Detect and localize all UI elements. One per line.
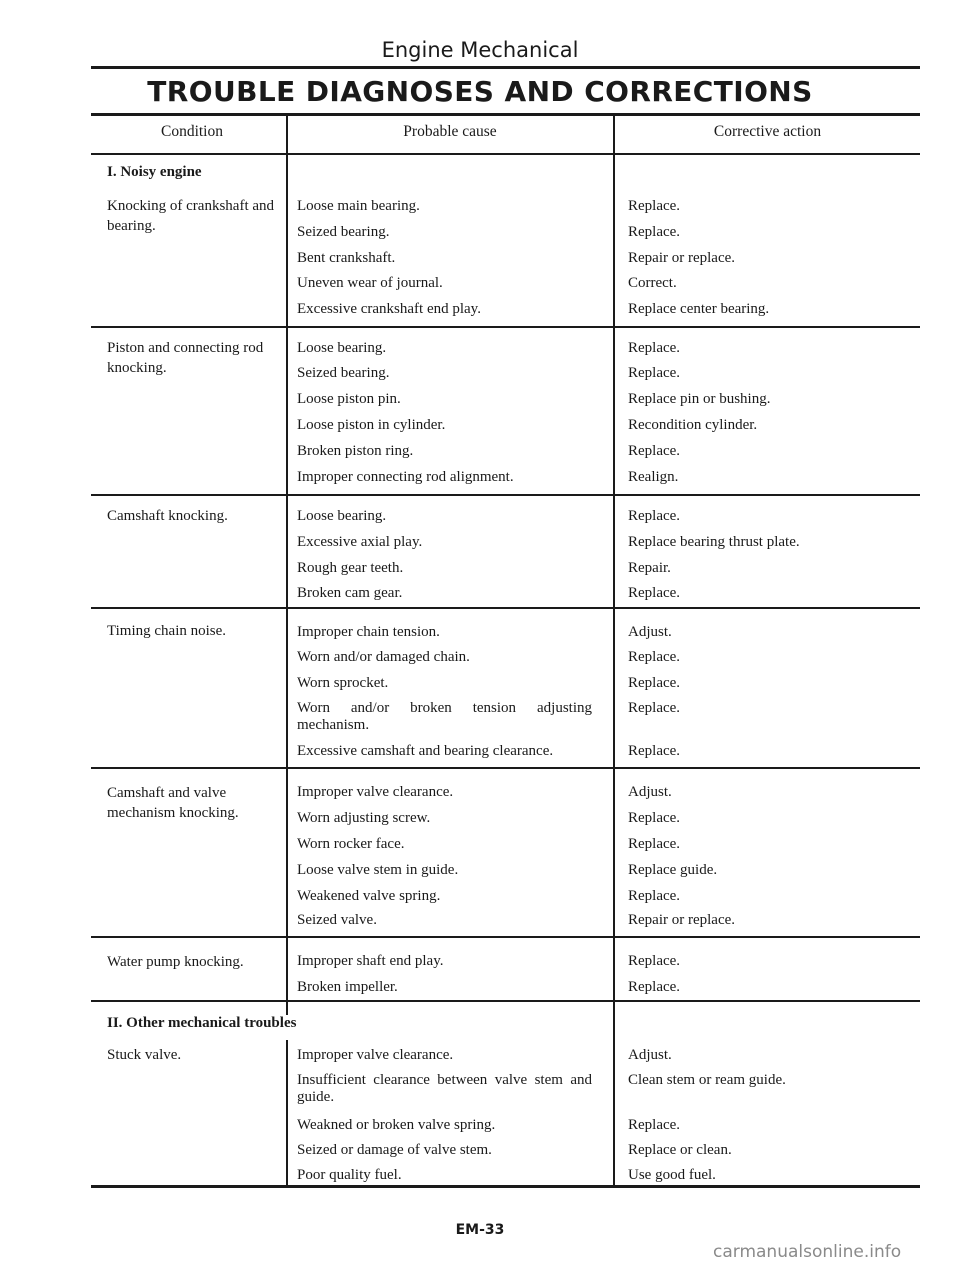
column-divider-left <box>286 116 288 1015</box>
action-cell: Use good fuel. <box>628 1167 716 1183</box>
cause-cell: Loose valve stem in guide. <box>297 862 459 878</box>
cause-cell: Rough gear teeth. <box>297 560 404 576</box>
page-title: TROUBLE DIAGNOSES AND CORRECTIONS <box>147 75 813 108</box>
cause-cell: Worn rocker face. <box>297 836 405 852</box>
section-title-noisy-engine: I. Noisy engine <box>107 164 202 180</box>
cause-cell: Seized valve. <box>297 912 377 928</box>
cause-cell: Loose bearing. <box>297 508 387 524</box>
action-cell: Replace. <box>628 888 681 904</box>
action-cell: Replace. <box>628 340 681 356</box>
column-header-corrective-action: Corrective action <box>713 123 822 140</box>
group-divider <box>91 494 920 496</box>
condition-valve-mechanism-knocking: Camshaft and valve mechanism knocking. <box>107 785 239 821</box>
cause-cell: Excessive camshaft and bearing clearance. <box>297 743 554 759</box>
column-header-probable-cause: Probable cause <box>403 123 497 140</box>
action-cell: Replace. <box>628 198 681 214</box>
cause-cell: Seized bearing. <box>297 224 390 240</box>
action-cell: Replace. <box>628 700 681 716</box>
condition-timing-chain-noise: Timing chain noise. <box>107 623 227 639</box>
watermark: carmanualsonline.info <box>713 1242 902 1262</box>
condition-camshaft-knocking: Camshaft knocking. <box>107 508 228 524</box>
action-cell: Replace. <box>628 585 681 601</box>
cause-cell: Uneven wear of journal. <box>297 275 443 291</box>
title-rule <box>91 113 920 116</box>
column-header-condition: Condition <box>160 123 223 140</box>
cause-cell: Improper shaft end play. <box>297 953 444 969</box>
cause-cell: Improper connecting rod alignment. <box>297 469 514 485</box>
action-cell: Replace. <box>628 443 681 459</box>
action-cell: Recondition cylinder. <box>628 417 758 433</box>
cause-cell: Seized bearing. <box>297 365 390 381</box>
group-divider <box>91 607 920 609</box>
cause-cell: Improper valve clearance. <box>297 784 454 800</box>
action-cell: Replace or clean. <box>628 1142 732 1158</box>
cause-cell: Loose bearing. <box>297 340 387 356</box>
action-cell: Replace. <box>628 836 681 852</box>
header-rule <box>91 66 920 69</box>
action-cell: Repair or replace. <box>628 250 736 266</box>
action-cell: Replace guide. <box>628 862 718 878</box>
condition-crankshaft-knocking: Knocking of crankshaft and bearing. <box>107 198 275 234</box>
action-cell: Replace. <box>628 365 681 381</box>
action-cell: Replace. <box>628 1117 681 1133</box>
cause-cell: Broken cam gear. <box>297 585 403 601</box>
action-cell: Replace center bearing. <box>628 301 770 317</box>
cause-cell: Worn adjusting screw. <box>297 810 431 826</box>
action-cell: Replace. <box>628 508 681 524</box>
action-cell: Clean stem or ream guide. <box>628 1072 786 1088</box>
action-cell: Replace. <box>628 743 681 759</box>
action-cell: Replace. <box>628 649 681 665</box>
cause-cell: Insufficient clearance between valve stem and guide. <box>297 1072 592 1105</box>
action-cell: Replace. <box>628 979 681 995</box>
action-cell: Replace. <box>628 810 681 826</box>
cause-cell: Bent crankshaft. <box>297 250 396 266</box>
cause-cell: Poor quality fuel. <box>297 1167 402 1183</box>
cause-cell: Improper valve clearance. <box>297 1047 454 1063</box>
action-cell: Adjust. <box>628 624 672 640</box>
group-divider <box>91 326 920 328</box>
cause-cell: Loose main bearing. <box>297 198 420 214</box>
cause-cell: Loose piston pin. <box>297 391 401 407</box>
group-divider <box>91 767 920 769</box>
column-divider-right <box>613 116 615 1186</box>
cause-cell: Excessive crankshaft end play. <box>297 301 481 317</box>
section-title-other-mechanical-troubles: II. Other mechanical troubles <box>107 1015 297 1031</box>
cause-cell: Worn and/or damaged chain. <box>297 649 470 665</box>
condition-stuck-valve: Stuck valve. <box>107 1047 182 1063</box>
condition-water-pump-knocking: Water pump knocking. <box>107 954 244 970</box>
section-header: Engine Mechanical <box>381 38 579 62</box>
table-bottom-rule <box>91 1185 920 1188</box>
action-cell: Adjust. <box>628 784 672 800</box>
cause-cell: Worn and/or broken tension adjusting mechanism. <box>297 700 592 733</box>
cause-cell: Broken piston ring. <box>297 443 414 459</box>
action-cell: Replace bearing thrust plate. <box>628 534 800 550</box>
action-cell: Replace pin or bushing. <box>628 391 771 407</box>
cause-cell: Improper chain tension. <box>297 624 440 640</box>
cause-cell: Weakned or broken valve spring. <box>297 1117 496 1133</box>
group-divider <box>91 1000 920 1002</box>
cause-cell: Loose piston in cylinder. <box>297 417 446 433</box>
action-cell: Realign. <box>628 469 679 485</box>
action-cell: Correct. <box>628 275 677 291</box>
action-cell: Replace. <box>628 953 681 969</box>
action-cell: Adjust. <box>628 1047 672 1063</box>
action-cell: Replace. <box>628 675 681 691</box>
cause-cell: Seized or damage of valve stem. <box>297 1142 492 1158</box>
cause-cell: Weakened valve spring. <box>297 888 441 904</box>
cause-cell: Excessive axial play. <box>297 534 423 550</box>
cause-cell: Broken impeller. <box>297 979 398 995</box>
cause-cell: Worn sprocket. <box>297 675 389 691</box>
action-cell: Repair or replace. <box>628 912 736 928</box>
action-cell: Repair. <box>628 560 671 576</box>
page-number: EM-33 <box>455 1222 505 1238</box>
group-divider <box>91 936 920 938</box>
column-divider-left-lower <box>286 1040 288 1186</box>
column-header-rule <box>91 153 920 155</box>
condition-piston-knocking: Piston and connecting rod knocking. <box>107 340 264 376</box>
action-cell: Replace. <box>628 224 681 240</box>
